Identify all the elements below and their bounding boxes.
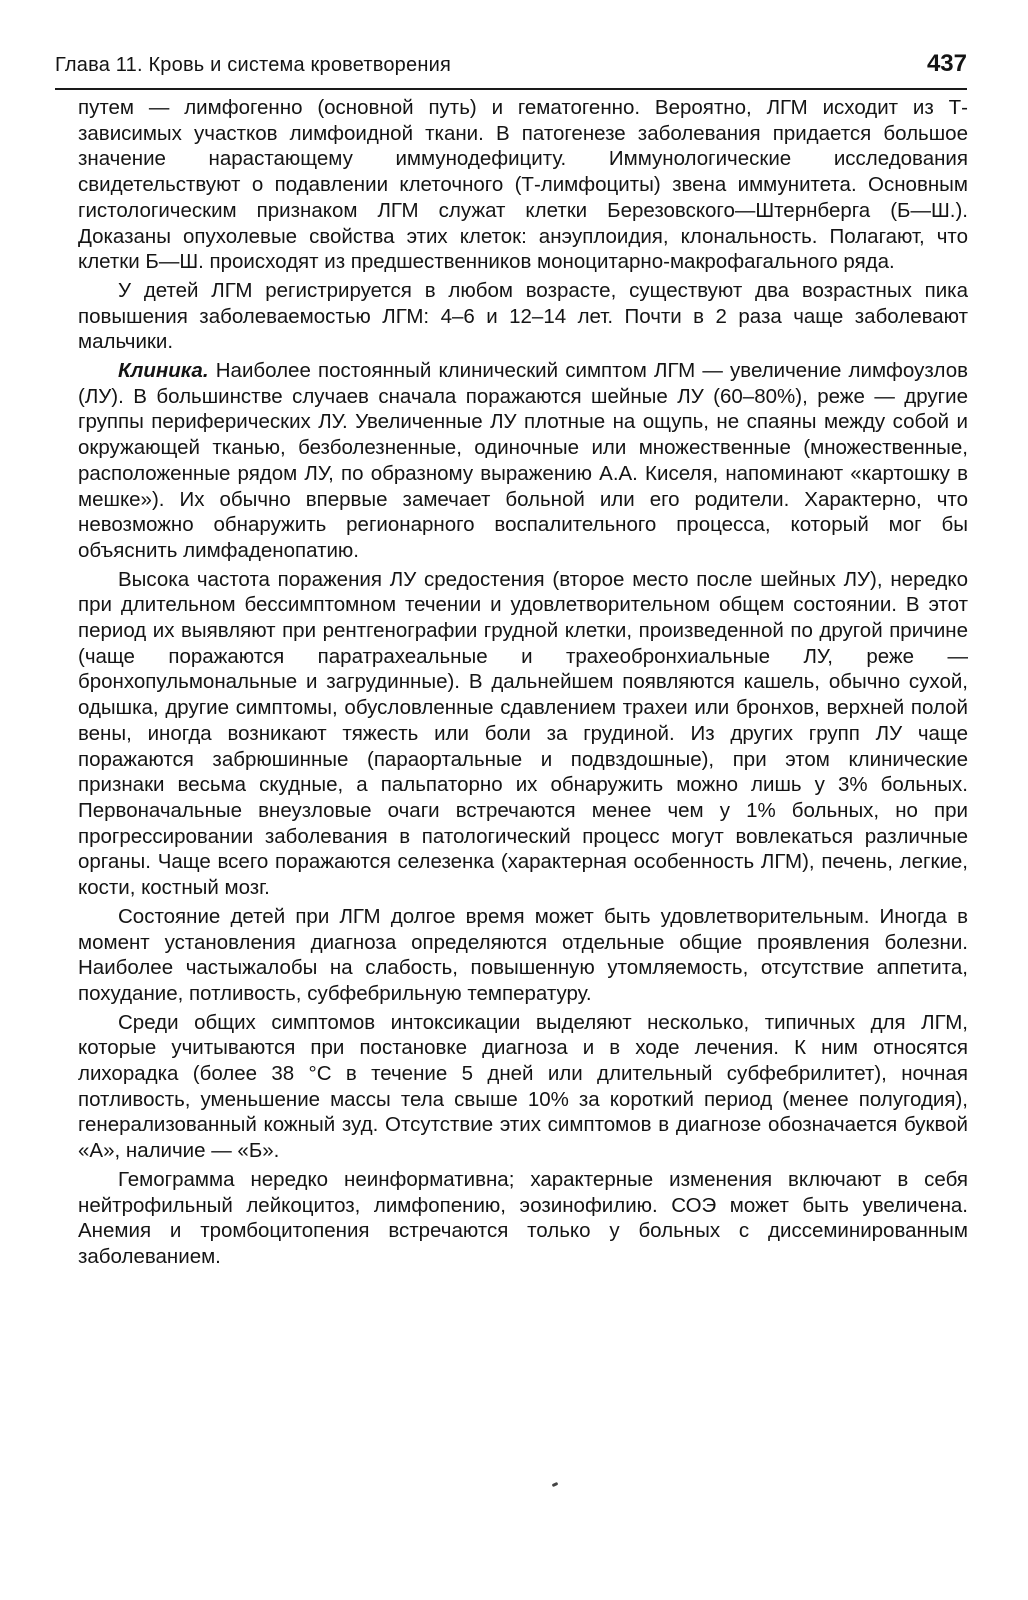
paragraph-text: Среди общих симптомов интоксикации выделяют несколько, типичных для ЛГМ, которые учитываются при постановке диагноза и в ходе лечения. К ним относятся лихорадка (более 38 °С в течение 5 дней или длительный субфебрилитет), ночная потливость, уменьшение массы тела свыше 10% за короткий период (менее полугодия), генерализованный кожный зуд. Отсутствие этих симптомов в диагнозе обозначается буквой «А», наличие — «Б». <box>78 1010 968 1163</box>
paragraph-pathogenesis <box>78 95 968 275</box>
body-text <box>78 95 968 1270</box>
chapter-title: Глава 11. Кровь и система кроветворения <box>55 54 451 76</box>
paragraph-text: Наиболее постоянный клинический симптом ЛГМ — увеличение лимфоузлов (ЛУ). В большинстве случаев сначала поражаются шейные ЛУ (60–80%), реже — другие группы периферических ЛУ. Увеличенные ЛУ плотные на ощупь, не спаяны между собой и окружающей тканью, безболезненные, одиночные или множественные (множественные, расположенные рядом ЛУ, по образному выражению А.А. Киселя, напоминают «картошку в мешке»). Их обычно впервые замечает больной или его родители. Характерно, что невозможно обнаружить регионарного воспалительного процесса, который мог бы объяснить лимфаденопатию. <box>78 359 968 562</box>
paragraph-general-condition <box>78 904 968 1007</box>
paragraph-text: Гемограмма нередко неинформативна; характерные изменения включают в себя нейтрофильный лейкоцитоз, лимфопению, эозинофилию. СОЭ может быть увеличена. Анемия и тромбоцитопения встречаются только у больных с диссеминированным заболеванием. <box>78 1167 968 1268</box>
page-number: 437 <box>926 50 967 77</box>
paragraph-text: Высока частота поражения ЛУ средостения (второе место после шейных ЛУ), нередко при длительном бессимптомном течении и удовлетворительном общем состоянии. В этот период их выявляют при рентгенографии грудной клетки, произведенной по другой причине (чаще поражаются паратрахеальные и трахеобронхиальные ЛУ, реже — бронхопульмональные и загрудинные). В дальнейшем появляются кашель, обычно сухой, одышка, другие симптомы, обусловленные сдавлением трахеи или бронхов, верхней полой вены, иногда возникают тяжесть или боли за грудиной. Из других групп ЛУ чаще поражаются забрюшинные (параортальные и подвздошные), при этом клинические признаки весьма скудные, а пальпаторно их обнаружить можно лишь у 3% больных. Первоначальные внеузловые очаги встречаются менее чем у 1% больных, но при прогрессировании заболевания в патологический процесс могут вовлекаться различные органы. Чаще всего поражаются селезенка (характерная особенность ЛГМ), печень, легкие, кости, костный мозг. <box>78 567 968 900</box>
paragraph-text: У детей ЛГМ регистрируется в любом возрасте, существуют два возрастных пика повышения заболеваемостью ЛГМ: 4–6 и 12–14 лет. Почти в 2 раза чаще заболевают мальчики. <box>78 278 968 354</box>
running-header <box>55 48 967 90</box>
paragraph-intoxication-symptoms <box>78 1010 968 1164</box>
paragraph-text: Состояние детей при ЛГМ долгое время может быть удовлетворительным. Иногда в момент установления диагноза определяются отдельные общие проявления болезни. Наиболее частыжалобы на слабость, повышенную утомляемость, отсутствие аппетита, похудание, потливость, субфебрильную температуру. <box>78 904 968 1005</box>
paragraph-text: путем — лимфогенно (основной путь) и гематогенно. Вероятно, ЛГМ исходит из Т-зависимых участков лимфоидной ткани. В патогенезе заболевания придается большое значение нарастающему иммунодефициту. Иммунологические исследования свидетельствуют о подавлении клеточного (Т-лимфоциты) звена иммунитета. Основным гистологическим признаком ЛГМ служат клетки Березовского—Штернберга (Б—Ш.). Доказаны опухолевые свойства этих клеток: анэуплоидия, клональность. Полагают, что клетки Б—Ш. происходят из предшественников моноцитарно-макрофагального ряда. <box>78 96 968 274</box>
paragraph-lead-term: Клиника. <box>118 359 209 383</box>
paragraph-epidemiology <box>78 278 968 355</box>
paragraph-clinical-picture <box>78 358 968 564</box>
paragraph-mediastinal-nodes <box>78 567 968 901</box>
print-speck <box>552 1482 559 1487</box>
paragraph-hemogram <box>78 1167 968 1270</box>
